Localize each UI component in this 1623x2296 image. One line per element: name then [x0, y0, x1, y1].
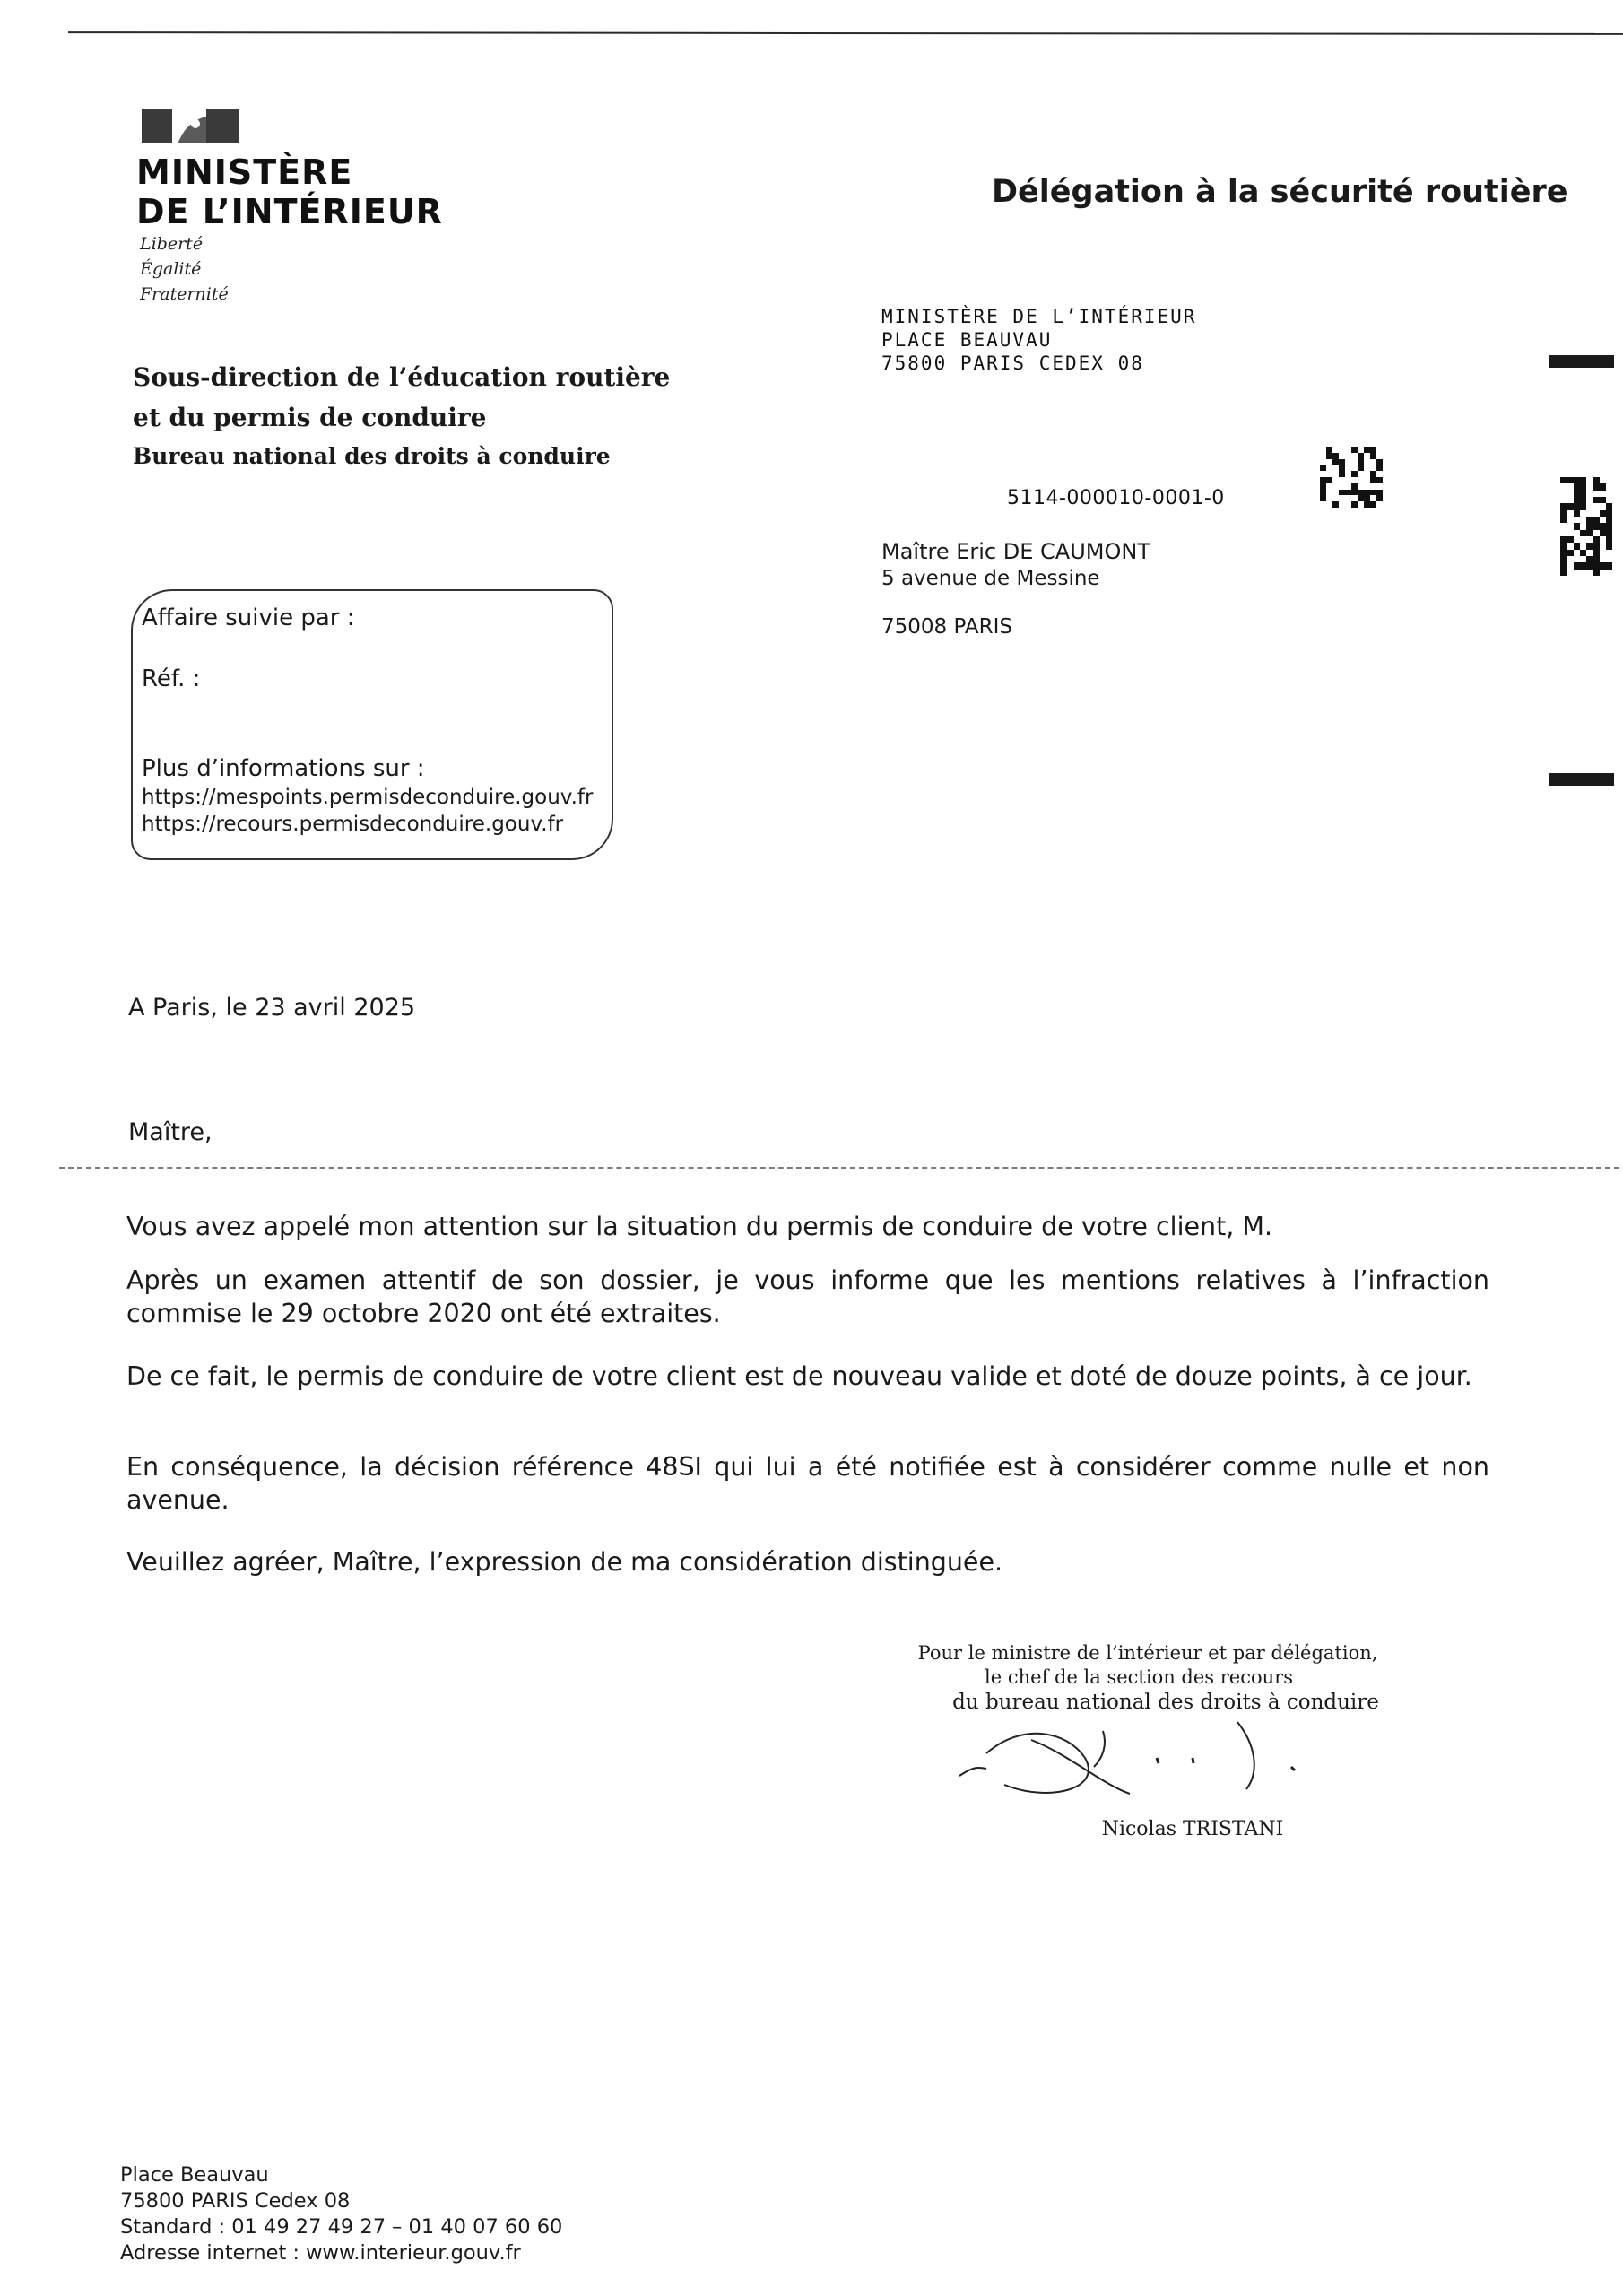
ministry-name-line1: MINISTÈRE [136, 152, 353, 192]
body-paragraph-2: Après un examen attentif de son dossier, je vous informe que les mentions relatives à l’infraction commise le 29 octobre 2020 ont été extraites. [126, 1265, 1489, 1328]
footer-line1: Place Beauvau [120, 2163, 269, 2187]
mail-reference: 5114-000010-0001-0 [1007, 487, 1225, 509]
recipient-city: 75008 PARIS [881, 615, 1012, 639]
more-info-label: Plus d’informations sur : [142, 755, 425, 782]
signature-bureau-line: du bureau national des droits à conduire [952, 1691, 1379, 1714]
republic-motto [140, 231, 229, 307]
letter-greeting: Maître, [128, 1118, 213, 1146]
reference-label: Réf. : [142, 665, 201, 692]
recipient-name: Maître Eric DE CAUMONT [881, 539, 1150, 564]
motto-liberte: Liberté [140, 234, 204, 254]
side-datamatrix-code [1560, 477, 1612, 576]
motto-egalite: Égalité [140, 259, 202, 279]
footer-line2: 75800 PARIS Cedex 08 [120, 2189, 351, 2213]
marianne-logo [142, 109, 239, 144]
subdirection-name [133, 357, 670, 438]
subdirection-line2: et du permis de conduire [133, 403, 487, 432]
fold-dashed-line [59, 1167, 1619, 1169]
scan-margin-mark [1549, 355, 1614, 368]
top-scan-line [68, 31, 1623, 35]
signature-role-line: le chef de la section des recours [985, 1666, 1293, 1688]
followed-by-label: Affaire suivie par : [142, 604, 355, 631]
ministry-name [136, 152, 443, 231]
closing-paragraph: Veuillez agréer, Maître, l’expression de ma considération distinguée. [126, 1547, 1003, 1577]
sender-line3: 75800 PARIS CEDEX 08 [881, 352, 1144, 374]
datamatrix-code [1320, 447, 1383, 508]
handwritten-signature [950, 1704, 1327, 1812]
signature-delegation-line: Pour le ministre de l’intérieur et par délégation, [917, 1642, 1378, 1664]
sender-line1: MINISTÈRE DE L’INTÉRIEUR [881, 306, 1197, 327]
signatory-name: Nicolas TRISTANI [1101, 1818, 1284, 1840]
ministry-name-line2: DE L’INTÉRIEUR [136, 192, 443, 231]
delegation-title: Délégation à la sécurité routière [992, 174, 1568, 210]
recours-link[interactable]: https://recours.permisdeconduire.gouv.fr [142, 813, 564, 836]
letter-date: A Paris, le 23 avril 2025 [128, 994, 416, 1022]
sender-address [881, 305, 1196, 375]
motto-fraternite: Fraternité [140, 284, 229, 304]
recipient-street: 5 avenue de Messine [881, 567, 1100, 590]
recipient-address [881, 538, 1150, 592]
body-paragraph-3: De ce fait, le permis de conduire de votre client est de nouveau valide et doté de douze points, à ce jour. [126, 1361, 1472, 1391]
mespoints-link[interactable]: https://mespoints.permisdeconduire.gouv.fr [142, 786, 594, 809]
footer-line3: Standard : 01 49 27 49 27 – 01 40 07 60 60 [120, 2215, 563, 2239]
scan-margin-mark [1549, 773, 1614, 786]
body-paragraph-4: En conséquence, la décision référence 48SI qui lui a été notifiée est à considérer comme nulle et non avenue. [126, 1452, 1489, 1515]
footer-line4[interactable]: Adresse internet : www.interieur.gouv.fr [120, 2241, 521, 2265]
footer-address [120, 2162, 562, 2266]
subdirection-line1: Sous-direction de l’éducation routière [133, 362, 671, 392]
bureau-name: Bureau national des droits à conduire [133, 443, 611, 469]
sender-line2: PLACE BEAUVAU [881, 329, 1053, 351]
body-paragraph-1: Vous avez appelé mon attention sur la situation du permis de conduire de votre client, M. [126, 1212, 1273, 1241]
